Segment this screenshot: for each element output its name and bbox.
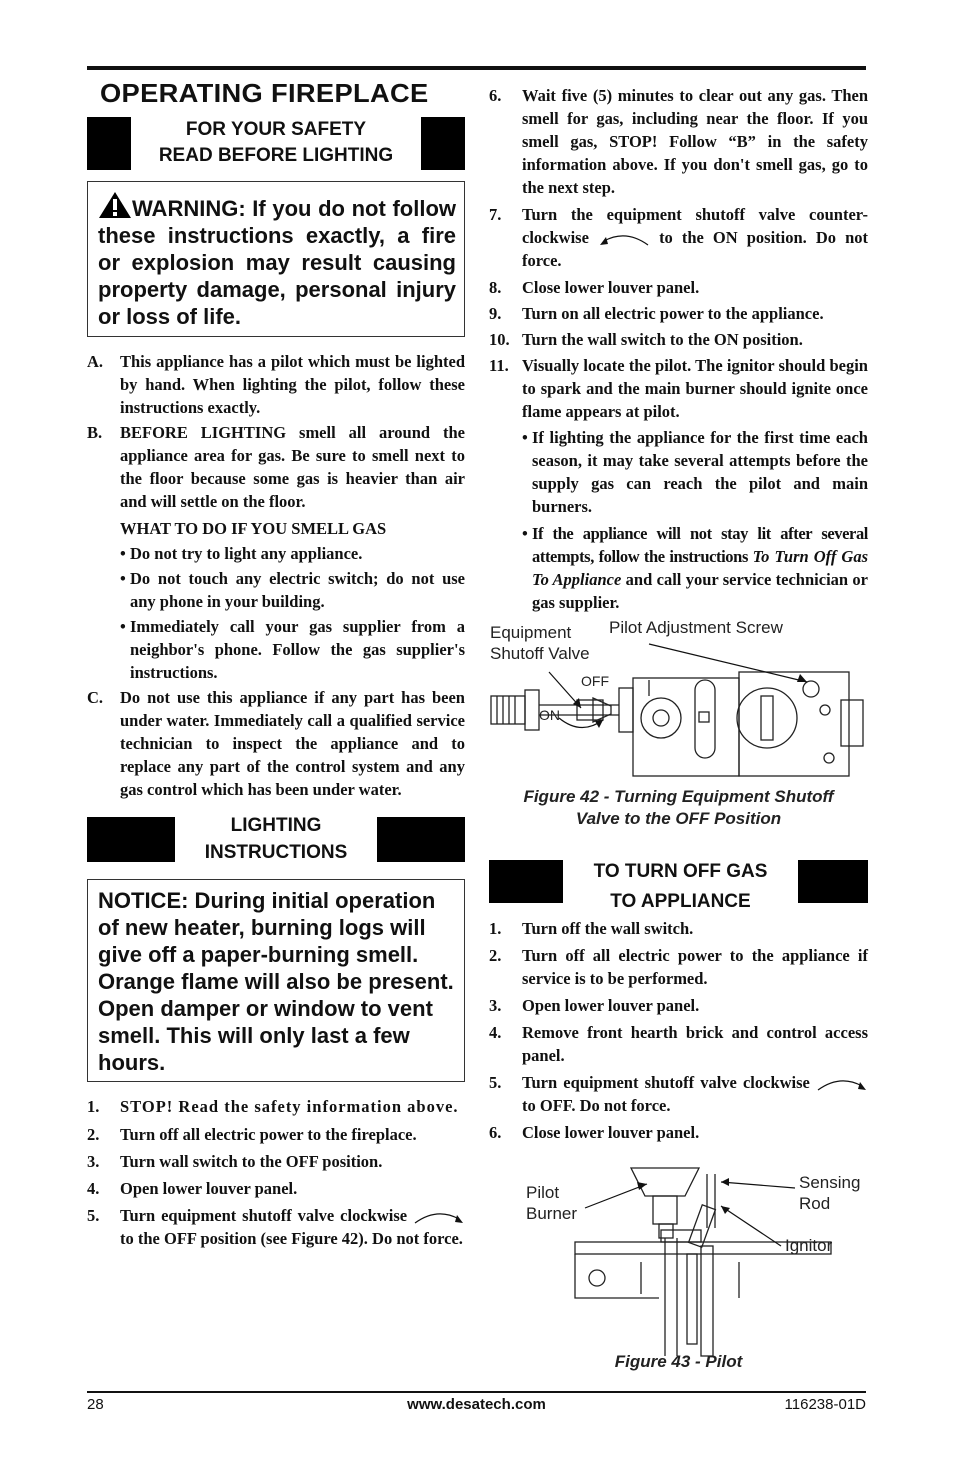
warning-icon — [98, 191, 132, 219]
turn-off-header — [489, 860, 868, 912]
document-code: 116238-01D — [784, 1396, 866, 1413]
list-item: 6. Close lower louver panel. — [489, 1123, 700, 1142]
list-item: 7. Turn the equipment shutoff valve counter-clockwise to the ON position. Do not force. — [489, 205, 869, 270]
lighting-header-line-2: INSTRUCTIONS — [204, 842, 348, 863]
turn-off-header-line-1: TO TURN OFF GAS — [593, 861, 768, 882]
header-block-left — [87, 817, 175, 862]
figure-43 — [489, 1166, 868, 1366]
fig43-label-ignitor: Ignitor — [785, 1236, 833, 1255]
safety-header-line-2: READ BEFORE LIGHTING — [158, 145, 394, 166]
list-item: • Do not touch any electric switch; do not use any phone in your building. — [120, 569, 465, 611]
page-number: 28 — [87, 1396, 104, 1413]
warning-text: : If you do not follow these instructions exactly, a fire or explosion may result causing property damage, personal injury or loss of life. — [98, 196, 456, 329]
list-item: 5. Turn equipment shutoff valve clockwise to the OFF position (see Figure 42). Do not force. — [87, 1204, 465, 1250]
list-item: • Do not try to light any appliance. — [120, 544, 363, 563]
notice-box — [87, 879, 465, 1082]
list-item: 9. Turn on all electric power to the appliance. — [489, 304, 824, 323]
safety-header — [87, 117, 465, 170]
list-item: 3. Open lower louver panel. — [489, 996, 700, 1015]
list-item: 1. STOP! Read the safety information above. — [87, 1097, 459, 1116]
counterclockwise-arrow-icon — [598, 231, 650, 247]
list-item: • Immediately call your gas supplier from a neighbor's phone. Follow the gas supplier's instructions. — [120, 617, 465, 682]
safety-header-line-1: FOR YOUR SAFETY — [185, 119, 367, 140]
header-block-left — [87, 117, 131, 170]
fig43-label-pilot: Pilot Burner — [526, 1183, 578, 1223]
smell-gas-heading: WHAT TO DO IF YOU SMELL GAS — [120, 519, 387, 538]
bottom-rule — [87, 1391, 866, 1393]
list-item: • If lighting the appliance for the first time each season, it may take several attempts before the supply gas can reach the pilot and main burners. — [522, 428, 868, 516]
fig42-label-valve: Equipment Shutoff Valve — [490, 623, 590, 663]
footer-url[interactable]: www.desatech.com — [407, 1396, 546, 1413]
list-item: 3. Turn wall switch to the OFF position. — [87, 1152, 383, 1171]
figure-42 — [489, 620, 868, 780]
list-item: 1. Turn off the wall switch. — [489, 919, 694, 938]
list-item: 2. Turn off all electric power to the appliance if service is to be performed. — [489, 946, 868, 988]
header-block-right — [421, 117, 465, 170]
notice-text: NOTICE: During initial operation of new heater, burning logs will give off a paper-burning smell. Orange flame will also be present. Open damper or window to vent smell. This will only last a few hours. — [98, 888, 454, 1075]
page-title: OPERATING FIREPLACE — [100, 78, 429, 108]
warning-box — [87, 181, 465, 337]
list-item: 5. Turn equipment shutoff valve clockwise to OFF. Do not force. — [489, 1071, 868, 1117]
turn-off-steps — [489, 917, 868, 1144]
header-block-right — [377, 817, 465, 862]
list-item: C. Do not use this appliance if any part has been under water. Immediately call a qualified service technician to inspect the appliance and to replace any part of the control system and any gas control which has been under water. — [87, 688, 465, 799]
list-item: 11. Visually locate the pilot. The ignitor should begin to spark and the main burner should ignite once flame appears at pilot. — [489, 356, 868, 421]
lighting-header — [87, 817, 465, 862]
fig43-label-rod: Sensing Rod — [799, 1173, 861, 1213]
clockwise-arrow-icon — [816, 1076, 868, 1092]
warning-label: WARNING — [132, 196, 239, 221]
list-item: 4. Remove front hearth brick and control access panel. — [489, 1023, 868, 1065]
header-block-left — [489, 860, 563, 903]
right-column — [489, 84, 868, 1373]
gas-valve-illustration — [489, 620, 868, 780]
fig42-label-on: ON — [539, 707, 560, 723]
lighting-steps-left — [87, 1095, 465, 1250]
list-item: 6. Wait five (5) minutes to clear out any gas. Then smell for gas, including near the floor. If you smell gas, STOP! Follow “B” in the safety information above. If you don't smell gas, go to the next step. — [489, 86, 868, 197]
left-column — [87, 78, 465, 1250]
list-item: 10. Turn the wall switch to the ON position. — [489, 330, 803, 349]
figure-43-caption: Figure 43 - Pilot — [614, 1352, 743, 1371]
list-item: A. This appliance has a pilot which must be lighted by hand. When lighting the pilot, follow these instructions exactly. — [87, 352, 465, 417]
safety-list — [87, 350, 465, 801]
turn-off-header-line-2: TO APPLIANCE — [610, 891, 751, 912]
fig42-label-screw: Pilot Adjustment Screw — [609, 618, 783, 637]
list-item: 8. Close lower louver panel. — [489, 278, 700, 297]
list-item: 2. Turn off all electric power to the fireplace. — [87, 1125, 417, 1144]
fig42-label-off: OFF — [581, 673, 609, 689]
list-item: B. BEFORE LIGHTING smell all around the appliance area for gas. Be sure to smell next to the floor because some gas is heavier than air and will settle on the floor. — [87, 423, 465, 511]
figure-42-caption: Figure 42 - Turning Equipment Shutoff Valve to the OFF Position — [523, 787, 834, 828]
header-block-right — [798, 860, 868, 903]
pilot-illustration — [489, 1166, 868, 1366]
clockwise-arrow-icon — [413, 1209, 465, 1225]
list-item: • If the appliance will not stay lit after several attempts, follow the instructions To Turn Off Gas To Appliance and call your service technician or gas supplier. — [522, 524, 868, 612]
top-rule — [87, 66, 866, 70]
lighting-header-line-1: LIGHTING — [230, 815, 322, 836]
list-item: 4. Open lower louver panel. — [87, 1179, 298, 1198]
